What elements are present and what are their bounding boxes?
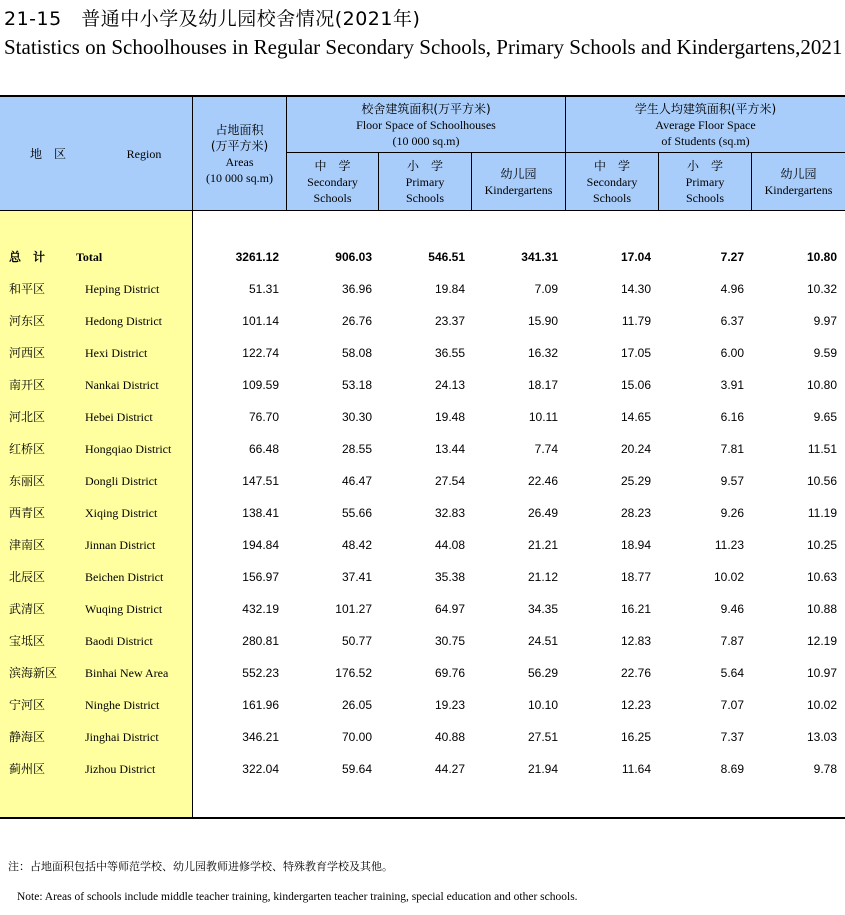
value-cell: 9.26 — [720, 506, 744, 520]
value-cell: 19.48 — [434, 410, 465, 424]
region-name-en: Binhai New Area — [85, 666, 169, 680]
region-name-cn: 红桥区 — [9, 442, 46, 456]
value-cell: 11.19 — [807, 506, 837, 520]
value-cell: 10.63 — [806, 570, 837, 584]
value-cell: 10.80 — [806, 250, 837, 264]
header-region-cn: 地 区 — [29, 146, 66, 161]
header-average-floor-space: 学生人均建筑面积(平方米) Average Floor Space of Students (sq.m) — [634, 101, 777, 148]
value-cell: 7.37 — [720, 730, 744, 744]
region-name-cn: 宁河区 — [9, 698, 46, 712]
value-cell: 3261.12 — [235, 250, 279, 264]
table-row — [0, 753, 845, 785]
value-cell: 432.19 — [242, 602, 279, 616]
footnote-cn: 注：占地面积包括中等师范学校、幼儿园教师进修学校、特殊教育学校及其他。 — [8, 860, 393, 873]
table-row — [0, 273, 845, 305]
value-cell: 9.97 — [813, 314, 837, 328]
value-cell: 37.41 — [341, 570, 372, 584]
region-name-en: Hexi District — [85, 346, 148, 360]
table-row — [0, 369, 845, 401]
value-cell: 51.31 — [248, 282, 279, 296]
region-name-en: Jinnan District — [85, 538, 156, 552]
value-cell: 6.37 — [720, 314, 744, 328]
region-name-en: Hebei District — [85, 410, 153, 424]
value-cell: 138.41 — [242, 506, 279, 520]
region-name-en: Baodi District — [85, 634, 153, 648]
footnote-en: Note: Areas of schools include middle teacher training, kindergarten teacher training, special education and other schools. — [17, 891, 578, 903]
value-cell: 44.27 — [434, 762, 465, 776]
region-name-en: Wuqing District — [85, 602, 163, 616]
table-row — [0, 625, 845, 657]
value-cell: 11.79 — [621, 314, 651, 328]
value-cell: 9.65 — [813, 410, 837, 424]
value-cell: 176.52 — [335, 666, 372, 680]
value-cell: 7.27 — [720, 250, 744, 264]
value-cell: 15.90 — [527, 314, 558, 328]
value-cell: 24.51 — [527, 634, 558, 648]
value-cell: 53.18 — [341, 378, 372, 392]
value-cell: 66.48 — [248, 442, 279, 456]
value-cell: 194.84 — [242, 538, 279, 552]
header-areas: 占地面积 (万平方米) Areas (10 000 sq.m) — [206, 122, 273, 185]
region-name-cn: 河西区 — [9, 346, 46, 360]
value-cell: 22.76 — [620, 666, 651, 680]
value-cell: 44.08 — [434, 538, 465, 552]
header-floor-kindergartens: 幼儿园 Kindergartens — [484, 166, 553, 197]
value-cell: 34.35 — [527, 602, 558, 616]
statistics-table — [0, 95, 845, 819]
value-cell: 13.03 — [806, 730, 837, 744]
value-cell: 10.97 — [806, 666, 837, 680]
value-cell: 24.13 — [434, 378, 465, 392]
value-cell: 546.51 — [428, 250, 465, 264]
value-cell: 9.59 — [813, 346, 837, 360]
value-cell: 5.64 — [720, 666, 744, 680]
value-cell: 35.38 — [434, 570, 465, 584]
value-cell: 56.29 — [527, 666, 558, 680]
table-row — [0, 721, 845, 753]
value-cell: 64.97 — [434, 602, 465, 616]
value-cell: 147.51 — [242, 474, 279, 488]
value-cell: 7.74 — [534, 442, 558, 456]
value-cell: 9.78 — [813, 762, 837, 776]
value-cell: 11.51 — [807, 442, 837, 456]
table-row — [0, 689, 845, 721]
value-cell: 552.23 — [242, 666, 279, 680]
table-row — [0, 561, 845, 593]
value-cell: 9.46 — [720, 602, 744, 616]
region-name-en: Xiqing District — [85, 506, 158, 520]
value-cell: 30.30 — [341, 410, 372, 424]
region-name-en: Jinghai District — [85, 730, 159, 744]
value-cell: 7.09 — [534, 282, 558, 296]
value-cell: 18.77 — [620, 570, 651, 584]
value-cell: 17.05 — [620, 346, 651, 360]
value-cell: 10.02 — [806, 698, 837, 712]
value-cell: 161.96 — [242, 698, 279, 712]
value-cell: 10.32 — [806, 282, 837, 296]
value-cell: 69.76 — [434, 666, 465, 680]
header-avg-primary: 小 学 Primary Schools — [685, 158, 725, 205]
value-cell: 9.57 — [720, 474, 744, 488]
value-cell: 28.23 — [620, 506, 651, 520]
table-row — [0, 337, 845, 369]
value-cell: 19.84 — [434, 282, 465, 296]
value-cell: 26.49 — [527, 506, 558, 520]
header-avg-kindergartens: 幼儿园 Kindergartens — [764, 166, 833, 197]
value-cell: 21.21 — [527, 538, 558, 552]
region-name-cn: 河东区 — [9, 314, 46, 328]
value-cell: 7.07 — [720, 698, 744, 712]
value-cell: 21.12 — [527, 570, 558, 584]
value-cell: 7.81 — [720, 442, 744, 456]
value-cell: 32.83 — [434, 506, 465, 520]
value-cell: 40.88 — [434, 730, 465, 744]
value-cell: 59.64 — [341, 762, 372, 776]
region-name-en: Nankai District — [85, 378, 159, 392]
bottom-rule — [0, 817, 845, 819]
value-cell: 13.44 — [434, 442, 465, 456]
region-name-en: Ninghe District — [85, 698, 160, 712]
header-floor-space: 校舍建筑面积(万平方米) Floor Space of Schoolhouses (10 000 sq.m) — [356, 101, 496, 148]
table-row — [0, 497, 845, 529]
region-name-cn: 东丽区 — [9, 474, 46, 488]
value-cell: 156.97 — [242, 570, 279, 584]
value-cell: 27.51 — [527, 730, 558, 744]
header-floor-secondary: 中 学 Secondary Schools — [307, 158, 358, 205]
value-cell: 322.04 — [242, 762, 279, 776]
value-cell: 14.30 — [620, 282, 651, 296]
value-cell: 46.47 — [341, 474, 372, 488]
value-cell: 23.37 — [434, 314, 465, 328]
header-avg-secondary: 中 学 Secondary Schools — [586, 158, 638, 205]
page-title-cn: 21-15 普通中小学及幼儿园校舍情况(2021年) — [4, 8, 421, 30]
region-name-cn: 河北区 — [9, 410, 46, 424]
region-name-cn: 总 计 — [9, 250, 46, 264]
value-cell: 25.29 — [620, 474, 651, 488]
value-cell: 10.25 — [806, 538, 837, 552]
value-cell: 28.55 — [341, 442, 372, 456]
value-cell: 280.81 — [242, 634, 279, 648]
value-cell: 19.23 — [434, 698, 465, 712]
value-cell: 8.69 — [720, 762, 744, 776]
table-row — [0, 305, 845, 337]
value-cell: 26.76 — [341, 314, 372, 328]
value-cell: 11.64 — [621, 762, 651, 776]
value-cell: 76.70 — [248, 410, 279, 424]
value-cell: 12.23 — [620, 698, 651, 712]
value-cell: 101.14 — [242, 314, 279, 328]
value-cell: 18.17 — [527, 378, 558, 392]
value-cell: 26.05 — [341, 698, 372, 712]
region-name-en: Jizhou District — [85, 762, 156, 776]
table-row-total — [0, 241, 845, 273]
table-row — [0, 529, 845, 561]
value-cell: 6.16 — [720, 410, 744, 424]
region-name-en: Hedong District — [85, 314, 162, 328]
value-cell: 16.21 — [620, 602, 651, 616]
value-cell: 3.91 — [720, 378, 744, 392]
region-name-cn: 津南区 — [9, 538, 46, 552]
value-cell: 30.75 — [434, 634, 465, 648]
region-name-en: Total — [76, 250, 103, 264]
value-cell: 12.83 — [620, 634, 651, 648]
value-cell: 15.06 — [620, 378, 651, 392]
region-name-cn: 北辰区 — [9, 570, 46, 584]
value-cell: 906.03 — [335, 250, 372, 264]
table-row — [0, 401, 845, 433]
value-cell: 101.27 — [335, 602, 372, 616]
region-name-en: Heping District — [85, 282, 160, 296]
value-cell: 22.46 — [527, 474, 558, 488]
value-cell: 36.96 — [341, 282, 372, 296]
region-name-en: Beichen District — [85, 570, 164, 584]
value-cell: 48.42 — [341, 538, 372, 552]
region-name-cn: 武清区 — [9, 602, 46, 616]
region-name-cn: 宝坻区 — [9, 634, 46, 648]
table-row — [0, 657, 845, 689]
value-cell: 12.19 — [806, 634, 837, 648]
region-name-cn: 静海区 — [9, 730, 46, 744]
table-row — [0, 593, 845, 625]
value-cell: 27.54 — [434, 474, 465, 488]
value-cell: 10.02 — [713, 570, 744, 584]
value-cell: 346.21 — [242, 730, 279, 744]
value-cell: 16.32 — [527, 346, 558, 360]
region-name-cn: 和平区 — [9, 282, 46, 296]
region-name-cn: 蓟州区 — [9, 762, 46, 776]
value-cell: 17.04 — [620, 250, 651, 264]
value-cell: 4.96 — [720, 282, 744, 296]
value-cell: 10.11 — [528, 410, 558, 424]
value-cell: 14.65 — [620, 410, 651, 424]
value-cell: 6.00 — [720, 346, 744, 360]
header-bottom-rule — [0, 210, 845, 211]
page-title-en: Statistics on Schoolhouses in Regular Secondary Schools, Primary Schools and Kindergartens,2021 — [4, 35, 843, 59]
value-cell: 11.23 — [714, 538, 744, 552]
value-cell: 55.66 — [341, 506, 372, 520]
region-name-en: Hongqiao District — [85, 442, 172, 456]
table-row — [0, 433, 845, 465]
table-row — [0, 465, 845, 497]
value-cell: 16.25 — [620, 730, 651, 744]
value-cell: 21.94 — [527, 762, 558, 776]
value-cell: 10.10 — [527, 698, 558, 712]
value-cell: 10.80 — [806, 378, 837, 392]
value-cell: 10.56 — [806, 474, 837, 488]
header-region-en: Region — [126, 146, 162, 161]
value-cell: 36.55 — [434, 346, 465, 360]
value-cell: 10.88 — [806, 602, 837, 616]
value-cell: 18.94 — [620, 538, 651, 552]
value-cell: 20.24 — [620, 442, 651, 456]
value-cell: 122.74 — [242, 346, 279, 360]
value-cell: 50.77 — [341, 634, 372, 648]
value-cell: 341.31 — [521, 250, 558, 264]
region-name-cn: 滨海新区 — [9, 666, 58, 680]
value-cell: 109.59 — [242, 378, 279, 392]
region-name-cn: 南开区 — [9, 378, 46, 392]
header-floor-primary: 小 学 Primary Schools — [405, 158, 445, 205]
region-name-cn: 西青区 — [9, 506, 46, 520]
value-cell: 58.08 — [341, 346, 372, 360]
value-cell: 70.00 — [341, 730, 372, 744]
value-cell: 7.87 — [720, 634, 744, 648]
region-name-en: Dongli District — [85, 474, 158, 488]
